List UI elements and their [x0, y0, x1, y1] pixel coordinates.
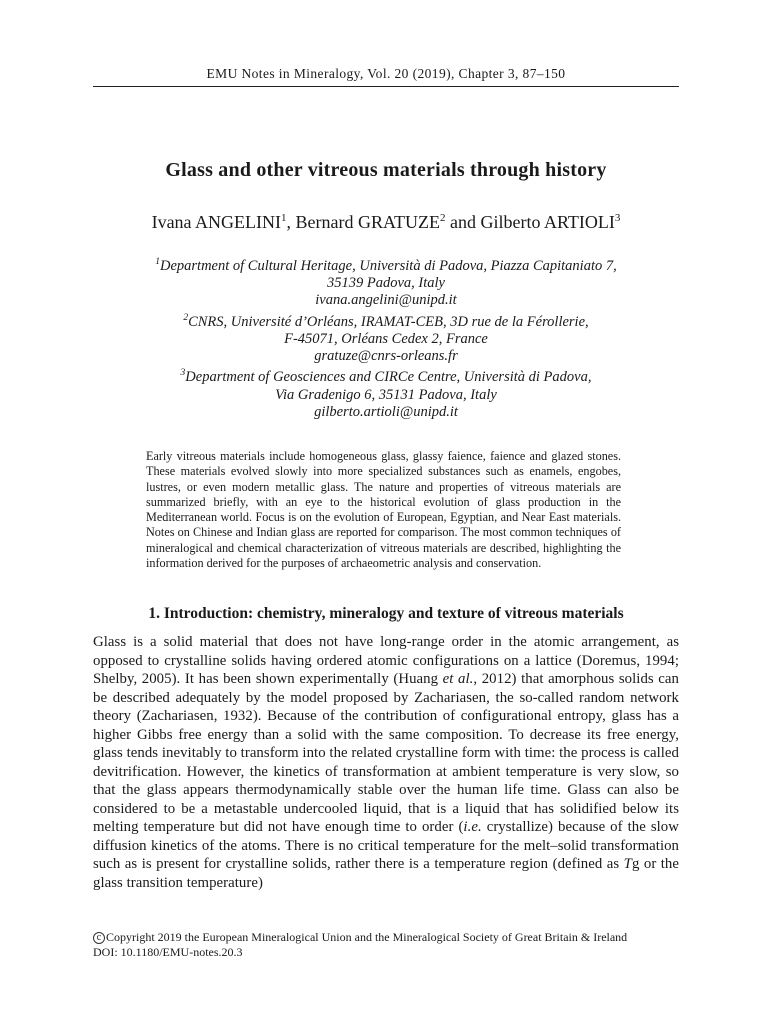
copyright-line	[93, 930, 679, 945]
affiliation-line: Department of Geosciences and CIRCe Centre, Università di Padova,	[185, 369, 592, 386]
body-text: g or the glass transition temperature)	[93, 856, 679, 891]
affil-marker: 3	[180, 368, 186, 379]
paper-title: Glass and other vitreous materials through history	[165, 159, 607, 181]
author-affil-marker: 3	[614, 212, 621, 224]
affiliation-email[interactable]: ivana.angelini@unipd.it	[315, 292, 457, 309]
affiliation-address	[93, 365, 679, 386]
affil-marker: 1	[155, 257, 160, 267]
author-list	[93, 212, 679, 233]
abstract: Early vitreous materials include homogeneous glass, glassy faience, faience and glazed stones. These materials evolved slowly into more specialized substances such as enamels, engobes, lustres, or even modern metallic glass. The nature and properties of vitreous materials are summarized briefly, with an eye to the historical evolution of glass production in the Mediterranean world. Focus is on the evolution of European, Egyptian, and Near East materials. Notes on Chinese and Indian glass are reported for comparison. The most common techniques of mineralogical and chemical characterization of vitreous materials are described, highlighting the information derived for the purposes of archaeometric analysis and conservation.	[146, 449, 621, 571]
affiliation-line: Via Gradenigo 6, 35131 Padova, Italy	[275, 386, 497, 403]
running-head: EMU Notes in Mineralogy, Vol. 20 (2019), Chapter 3, 87–150	[206, 66, 566, 81]
body-text-italic: T	[623, 856, 632, 872]
body-paragraph	[93, 633, 679, 892]
author-separator: and	[445, 212, 481, 232]
copyright-icon: c	[93, 932, 105, 944]
affiliation-3	[93, 365, 679, 421]
affiliation-line: CNRS, Université d’Orléans, IRAMAT-CEB, 3D rue de la Férollerie,	[188, 313, 589, 330]
body-text: , 2012) that amorphous solids can be described adequately by the model proposed by Zachariasen, the so-called random network theory (Zachariasen, 1932). Because of the contribution of configurational entropy, glass has a higher Gibbs free energy than a solid with the same composition. To decrease its free energy, glass tends inevitably to transform into the related crystalline form with time: the process is called devitrification. However, the kinetics of transformation at ambient temperature is very slow, so that the glass appears thermodynamically stable over the human life time. Glass can also be considered to be a metastable undercooled liquid, that is a liquid that has solidified below its melting temperature but did not have enough time to order (	[93, 671, 679, 835]
copyright-text: Copyright 2019 the European Mineralogical Union and the Mineralogical Society of Great Britain & Ireland	[106, 930, 628, 944]
affiliation-address	[93, 254, 679, 275]
body-text-italic: i.e.	[463, 819, 482, 835]
affiliation-1	[93, 254, 679, 310]
header-rule	[93, 86, 679, 87]
affil-marker: 2	[183, 312, 189, 323]
body-text: Glass is a solid material that does not have long-range order in the atomic arrangement, as opposed to crystalline solids having ordered atomic configurations on a lattice (Doremus, 1994; Shelby, 2005). It has been shown experimentally (Huang	[93, 634, 679, 687]
author-separator: ,	[286, 212, 296, 232]
section-heading: 1. Introduction: chemistry, mineralogy and texture of vitreous materials	[148, 605, 624, 622]
body-text-italic: et al.	[442, 671, 474, 687]
affiliation-line: Department of Cultural Heritage, Università di Padova, Piazza Capitaniato 7,	[160, 257, 617, 274]
author-name: Ivana ANGELINI	[151, 212, 282, 232]
affiliations	[93, 254, 679, 421]
affiliation-line: F-45071, Orléans Cedex 2, France	[284, 330, 488, 347]
affiliation-address	[93, 310, 679, 331]
footer	[93, 930, 679, 959]
author-affil-marker: 2	[440, 212, 446, 224]
affiliation-line: 35139 Padova, Italy	[327, 275, 445, 292]
author-affil-marker: 1	[281, 212, 287, 224]
affiliation-email[interactable]: gratuze@cnrs-orleans.fr	[314, 348, 458, 365]
affiliation-email[interactable]: gilberto.artioli@unipd.it	[314, 403, 458, 420]
doi-line[interactable]: DOI: 10.1180/EMU-notes.20.3	[93, 944, 243, 959]
author-name: Bernard GRATUZE	[295, 212, 441, 232]
affiliation-2	[93, 310, 679, 366]
author-name: Gilberto ARTIOLI	[480, 212, 615, 232]
body-text: crystallize) because of the slow diffusion kinetics of the atoms. There is no critical temperature for the melt–solid transformation such as is present for crystalline solids, rather there is a temperature region (defined as	[93, 819, 679, 872]
